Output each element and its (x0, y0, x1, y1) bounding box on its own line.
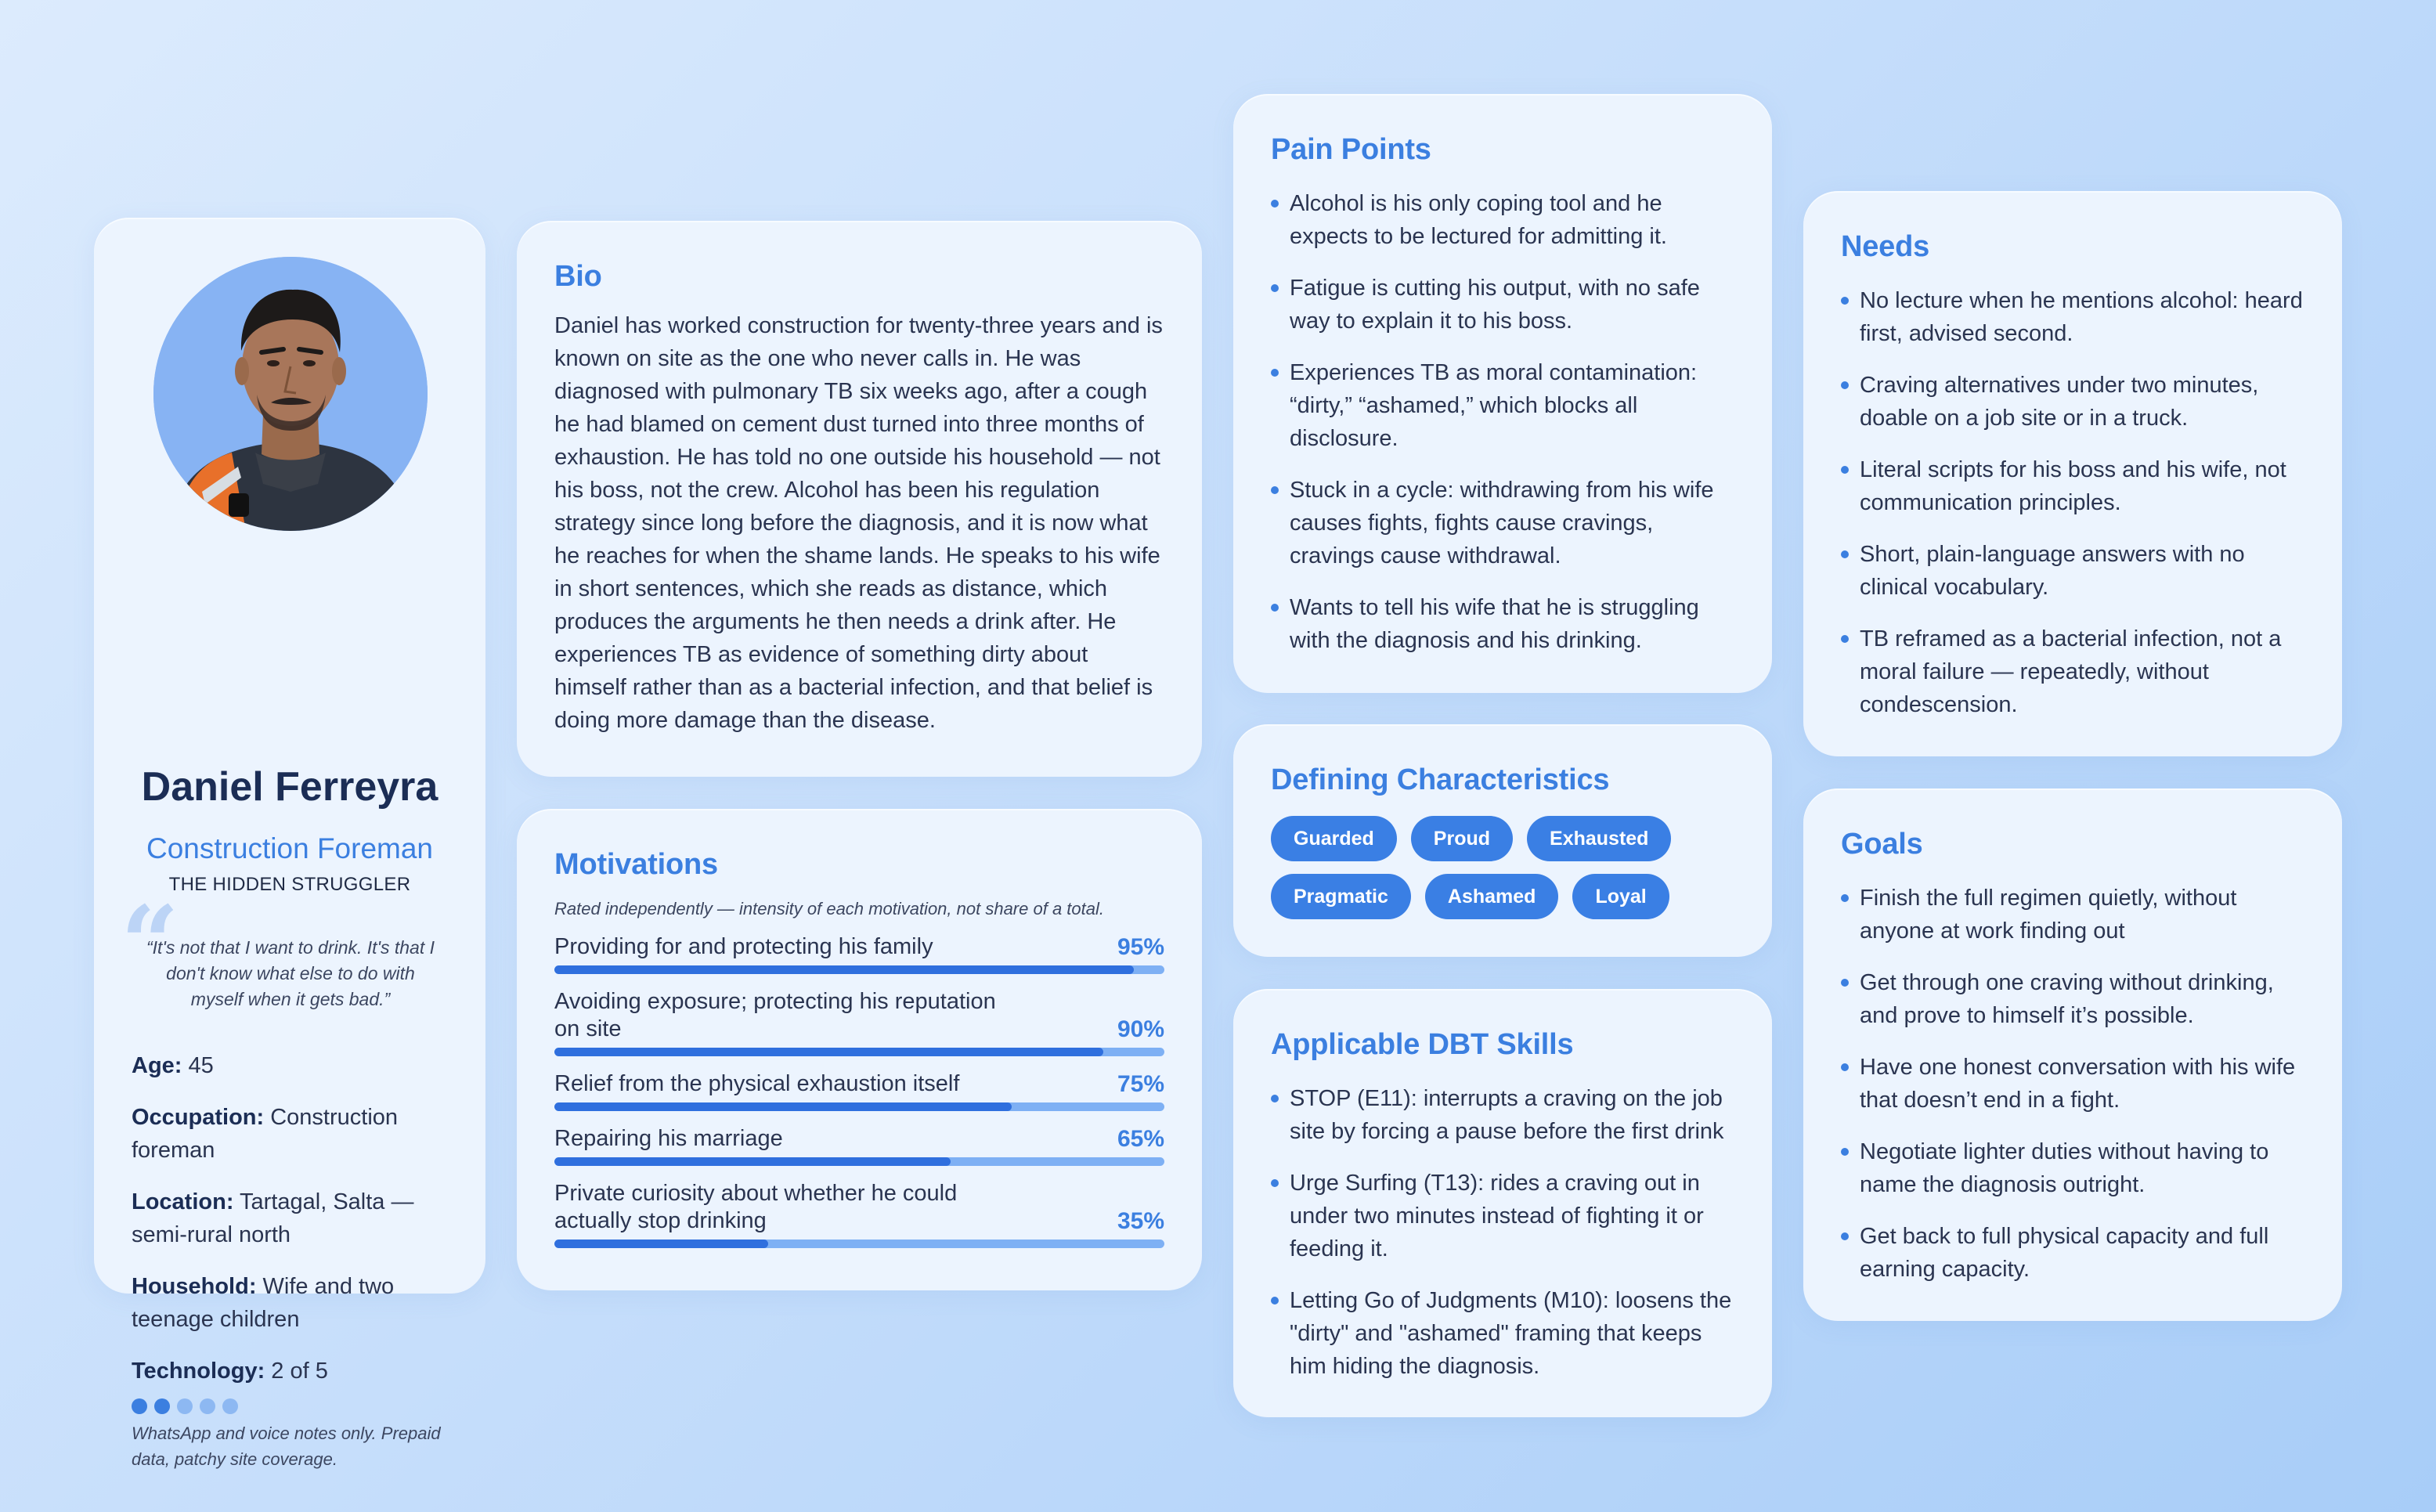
dbt-title: Applicable DBT Skills (1271, 1028, 1574, 1061)
list-item: Finish the full regimen quietly, without anyone at work finding out (1841, 882, 2304, 947)
bio-text: Daniel has worked construction for twenty-three years and is known on site as the one who never calls in. He was diagnosed with pulmonary TB six weeks ago, after a cough he had blamed on cement dust turned into three months of exhaustion. He has told no one outside his household — not his boss, not the crew. Alcohol has been his regulation strategy since long before the diagnosis, and it is now what he reaches for when the shame lands. He speaks to his wife in short sentences, which she reads as distance, which produces the arguments he then needs a drink after. He experiences TB as evidence of something dirty about himself rather than as a bacterial infection, and that belief is doing more damage than the disease. (554, 313, 1163, 733)
rating-dot-empty (222, 1398, 238, 1414)
list-item: Alcohol is his only coping tool and he expects to be lectured for admitting it. (1271, 187, 1734, 253)
needs-list (1841, 284, 2304, 721)
list-item: Wants to tell his wife that he is struggling with the diagnosis and his drinking. (1271, 591, 1734, 657)
list-item: Short, plain-language answers with no clinical vocabulary. (1841, 538, 2304, 604)
motivation-bar-fill (554, 1240, 768, 1248)
motivation-row (554, 933, 1164, 974)
rating-dot-filled (132, 1398, 147, 1414)
fact-age: Age: 45 (132, 1053, 214, 1078)
list-item: Stuck in a cycle: withdrawing from his wife causes fights, fights cause cravings, cravings cause withdrawal. (1271, 474, 1734, 572)
bio-card (517, 221, 1202, 777)
goals-card (1803, 788, 2342, 1321)
motivation-label: Private curiosity about whether he could actually stop drinking (554, 1181, 958, 1233)
list-item: No lecture when he mentions alcohol: heard first, advised second. (1841, 284, 2304, 350)
list-item: Urge Surfing (T13): rides a craving out in under two minutes instead of fighting it or feeding it. (1271, 1167, 1734, 1265)
list-item: Get back to full physical capacity and full earning capacity. (1841, 1220, 2304, 1286)
dbt-skills-card (1233, 989, 1772, 1417)
profile-card (94, 218, 485, 1469)
motivation-row (554, 1125, 1164, 1166)
bio-title: Bio (554, 260, 602, 293)
defining-title: Defining Characteristics (1271, 763, 1610, 796)
rating-dot-empty (177, 1398, 193, 1414)
list-item: Negotiate lighter duties without having to name the diagnosis outright. (1841, 1135, 2304, 1201)
trait-tag: Guarded (1271, 816, 1397, 861)
list-item: Get through one craving without drinking, and prove to himself it’s possible. (1841, 966, 2304, 1032)
list-item: Literal scripts for his boss and his wife, not communication principles. (1841, 453, 2304, 519)
needs-card (1803, 191, 2342, 756)
motivation-bar-fill (554, 1048, 1103, 1056)
motivation-percent: 90% (1117, 1016, 1164, 1042)
fact-occupation: Occupation: Construction foreman (132, 1105, 399, 1163)
motivation-percent: 75% (1117, 1071, 1164, 1097)
motivation-percent: 65% (1117, 1126, 1164, 1152)
trait-tag: Ashamed (1425, 874, 1559, 919)
defining-characteristics-card (1233, 724, 1772, 957)
motivations-card (517, 809, 1202, 1290)
fact-technology: Technology: 2 of 5 (132, 1359, 328, 1384)
persona-name: Daniel Ferreyra (141, 764, 438, 810)
persona-facts (132, 1049, 460, 1472)
fact-household: Household: Wife and two teenage children (132, 1274, 395, 1332)
motivation-bar-fill (554, 1157, 951, 1166)
motivation-bar-track (554, 1048, 1164, 1056)
motivation-bar-track (554, 1157, 1164, 1166)
persona-archetype: THE HIDDEN STRUGGLER (168, 874, 411, 895)
list-item: STOP (E11): interrupts a craving on the job site by forcing a pause before the first drink (1271, 1082, 1734, 1148)
list-item: Letting Go of Judgments (M10): loosens the "dirty" and "ashamed" framing that keeps him hiding the diagnosis. (1271, 1284, 1734, 1383)
goals-list (1841, 882, 2304, 1286)
persona-quote: “It's not that I want to drink. It's that I don't know what else to do with myself when it gets bad.” (146, 937, 435, 1009)
list-item: Craving alternatives under two minutes, doable on a job site or in a truck. (1841, 369, 2304, 435)
motivations-note: Rated independently — intensity of each motivation, not share of a total. (554, 899, 1104, 918)
persona-role: Construction Foreman (146, 832, 434, 864)
trait-tag: Loyal (1572, 874, 1669, 919)
list-item: Fatigue is cutting his output, with no safe way to explain it to his boss. (1271, 272, 1734, 337)
pain-points-title: Pain Points (1271, 133, 1431, 166)
motivation-bar-fill (554, 1102, 1012, 1111)
motivation-row (554, 1180, 1164, 1248)
motivation-label: Repairing his marriage (554, 1126, 783, 1151)
motivation-bar-track (554, 1102, 1164, 1111)
technology-note: WhatsApp and voice notes only. Prepaid data, patchy site coverage. (132, 1424, 441, 1469)
avatar-portrait-image (153, 257, 428, 531)
goals-title: Goals (1841, 828, 1923, 861)
motivation-label: Providing for and protecting his family (554, 934, 933, 959)
technology-rating (132, 1398, 460, 1414)
motivation-bar-track (554, 1240, 1164, 1248)
pain-points-card (1233, 94, 1772, 693)
trait-tag: Pragmatic (1271, 874, 1411, 919)
avatar (153, 257, 428, 531)
trait-tags (1271, 816, 1709, 919)
motivation-percent: 95% (1117, 934, 1164, 960)
pain-points-list (1271, 187, 1734, 657)
motivation-label: Avoiding exposure; protecting his reputation on site (554, 989, 996, 1041)
rating-dot-empty (200, 1398, 215, 1414)
needs-title: Needs (1841, 230, 1930, 263)
quote-mark-icon: “ (121, 883, 179, 1003)
list-item: Experiences TB as moral contamination: “dirty,” “ashamed,” which blocks all disclosure. (1271, 356, 1734, 455)
rating-dot-filled (154, 1398, 170, 1414)
trait-tag: Exhausted (1527, 816, 1671, 861)
motivation-percent: 35% (1117, 1208, 1164, 1234)
motivation-bar-fill (554, 965, 1134, 974)
list-item: TB reframed as a bacterial infection, not a moral failure — repeatedly, without condescension. (1841, 622, 2304, 721)
motivation-label: Relief from the physical exhaustion itself (554, 1071, 960, 1096)
fact-location: Location: Tartagal, Salta — semi-rural north (132, 1189, 414, 1247)
motivations-list (554, 933, 1164, 1248)
list-item: Have one honest conversation with his wife that doesn’t end in a fight. (1841, 1051, 2304, 1117)
motivations-title: Motivations (554, 848, 718, 881)
dbt-skills-list (1271, 1082, 1734, 1383)
motivation-bar-track (554, 965, 1164, 974)
motivation-row (554, 988, 1164, 1056)
trait-tag: Proud (1411, 816, 1513, 861)
motivation-row (554, 1070, 1164, 1111)
